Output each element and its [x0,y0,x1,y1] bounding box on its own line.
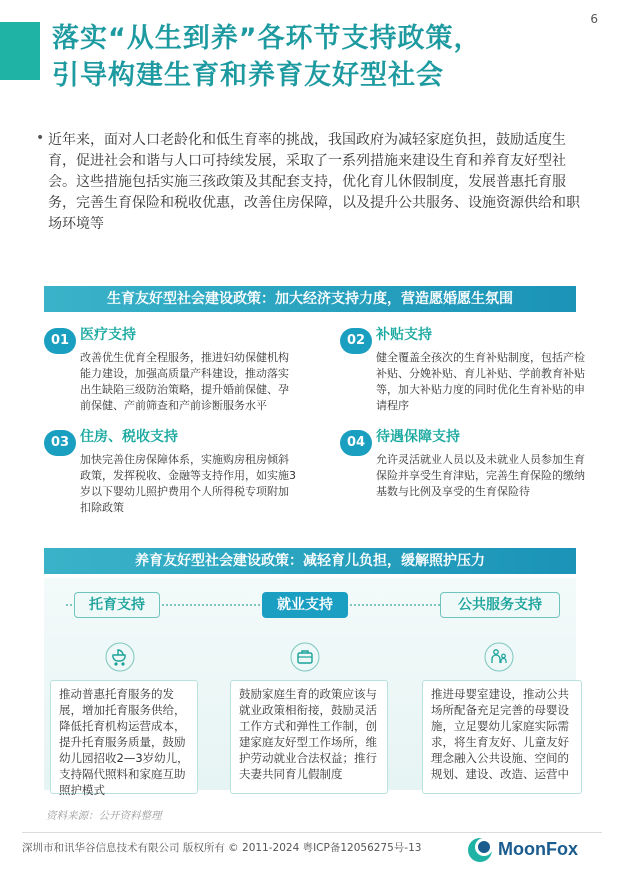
childcare-support-card: 推动普惠托育服务的发展，增加托育服务供给，降低托育机构运营成本，提升托育服务质量，鼓励幼儿园招收2—3岁幼儿，支持隔代照料和家庭互助照护模式 [50,680,198,794]
footer-divider [22,832,602,833]
moonfox-logo-text: MoonFox [498,839,578,859]
public-service-support-label: 公共服务支持 [440,592,560,618]
moonfox-logo-icon [466,836,494,864]
section2-banner: 养育友好型社会建设政策：减轻育儿负担，缓解照护压力 [44,548,576,574]
childcare-support-label: 托育支持 [74,592,160,618]
item-title: 住房、税收支持 [80,429,178,445]
item-text: 改善优生优育全程服务，推进妇幼保健机构能力建设，加强高质量产科建设，推动落实出生缺陷三级防治策略，提升婚前保健、孕前保健、产前筛查和产前诊断服务水平 [80,351,289,412]
page-number: 6 [590,12,598,26]
item-text: 健全覆盖全孩次的生育补贴制度，包括产检补贴、分娩补贴、育儿补贴、学前教育补贴等，加大补贴力度的同时优化生育补贴的申请程序 [376,351,585,412]
item-number-badge: 02 [340,328,372,354]
briefcase-icon [290,642,320,672]
data-source-note: 资料来源：公开资料整理 [46,810,162,822]
title-accent-bar [0,22,40,80]
item-title: 待遇保障支持 [376,429,460,445]
footer-copyright: 深圳市和讯华谷信息技术有限公司 版权所有 © 2011-2024 粤ICP备12056275号-13 [22,842,422,854]
title-line-2: 引导构建生育和养育友好型社会 [52,60,444,91]
item-number-badge: 03 [44,430,76,456]
intro-paragraph: 近年来，面对人口老龄化和低生育率的挑战，我国政府为减轻家庭负担，鼓励适度生育，促进社会和谐与人口可持续发展，采取了一系列措施来建设生育和养育友好型社会。这些措施包括实施三孩政策及其配套支持，优化育儿休假制度，发展普惠托育服务，完善生育保险和税收优惠，改善住房保障，以及提升公共服务、设施资源供给和职场环境等 [48,132,580,232]
item-text: 加快完善住房保障体系，实施购房租房倾斜政策，发挥税收、金融等支持作用，如实施3岁以下婴幼儿照护费用个人所得税专项附加扣除政策 [80,453,296,514]
moonfox-logo [466,836,610,866]
item-number-badge: 04 [340,430,372,456]
item-number-badge: 01 [44,328,76,354]
title-line-1: 落实“从生到养”各环节支持政策， [52,23,482,54]
section1-banner: 生育友好型社会建设政策：加大经济支持力度，营造愿婚愿生氛围 [44,286,576,312]
page-title [52,20,612,94]
intro-bullet: • [36,130,45,146]
baby-stroller-icon [105,642,135,672]
employment-support-label: 就业支持 [262,592,348,618]
public-service-support-card: 推进母婴室建设，推动公共场所配备充足完善的母婴设施，立足婴幼儿家庭实际需求，将生育友好、儿童友好理念融入公共设施、空间的规划、建设、改造、运营中 [422,680,582,794]
item-text: 允许灵活就业人员以及未就业人员参加生育保险并享受生育津贴，完善生育保险的缴纳基数与比例及享受的生育保险待 [376,453,585,498]
item-title: 医疗支持 [80,327,136,343]
public-service-icon [484,642,514,672]
item-title: 补贴支持 [376,327,432,343]
employment-support-card: 鼓励家庭生育的政策应该与就业政策相衔接，鼓励灵活工作方式和弹性工作制，创建家庭友好型工作场所，维护劳动就业合法权益；推行夫妻共同育儿假制度 [230,680,388,794]
